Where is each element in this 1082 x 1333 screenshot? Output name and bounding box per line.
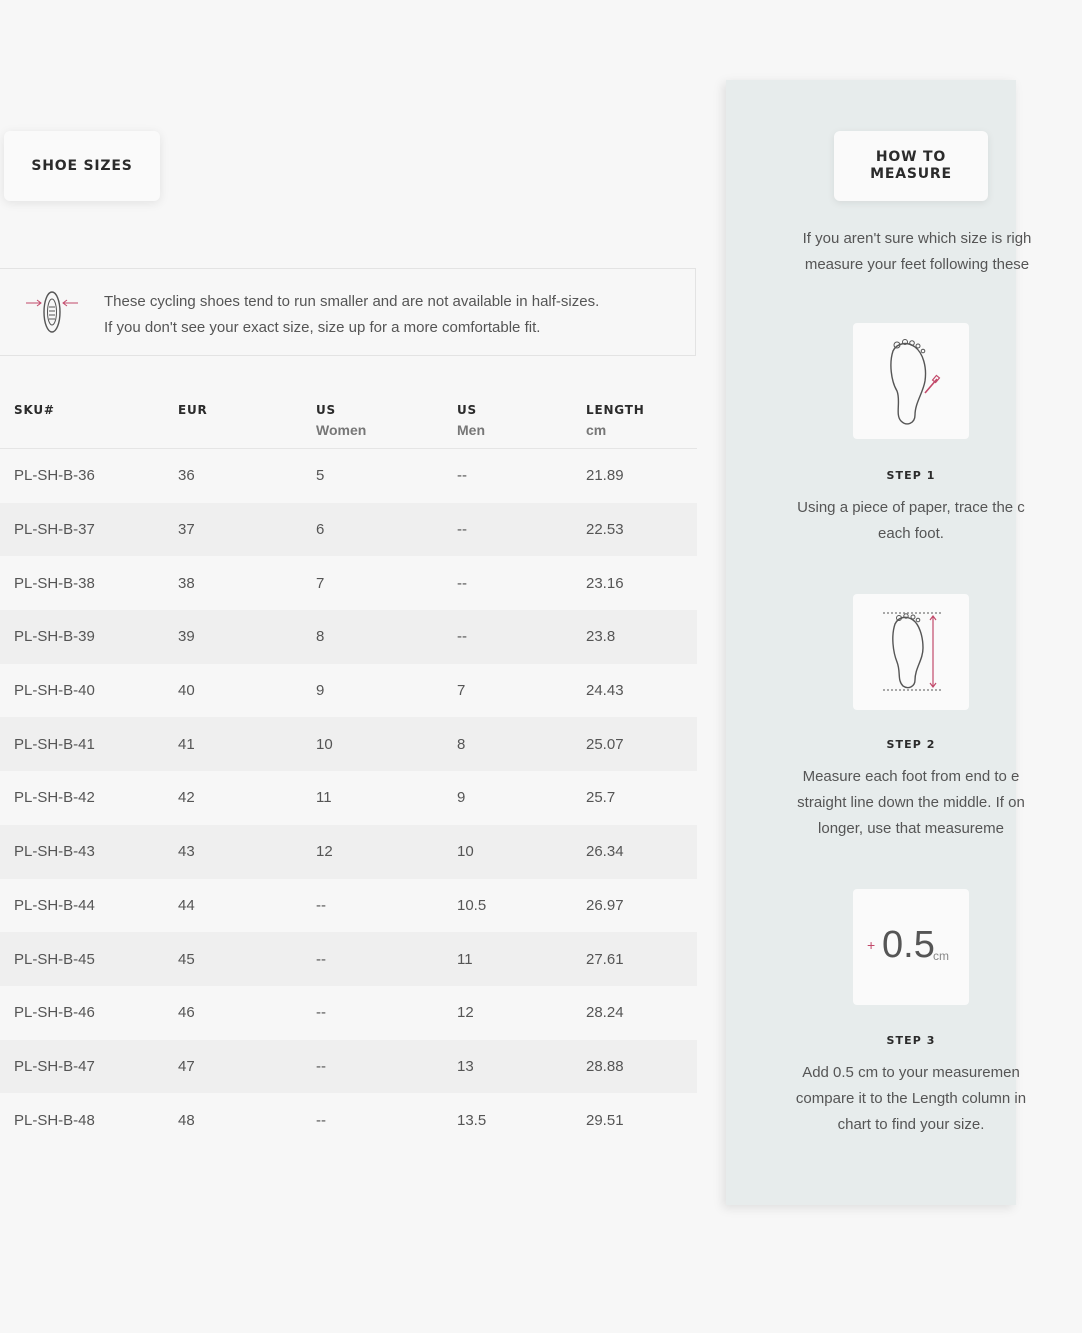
step-3-line-2: compare it to the Length column in <box>795 1090 1027 1107</box>
notice-line-2: If you don't see your exact size, size up for a more comfortable fit. <box>104 319 541 336</box>
fit-notice <box>0 268 696 356</box>
shoe-sizes-title: SHOE SIZES <box>31 158 133 174</box>
notice-line-1: These cycling shoes tend to run smaller and are not available in half-sizes. <box>104 293 600 310</box>
step-1-text <box>740 495 1082 547</box>
how-to-measure-tab[interactable] <box>834 131 988 201</box>
how-to-measure-title-2: MEASURE <box>870 166 952 182</box>
table-row: PL-SH-B-43 43 12 10 26.34 <box>0 825 697 879</box>
table-row: PL-SH-B-47 47 -- 13 28.88 <box>0 1040 697 1094</box>
step-2-text <box>740 764 1082 842</box>
shoe-sizes-tab[interactable] <box>4 131 160 201</box>
step-3-text <box>740 1060 1082 1138</box>
header-us-women: US Women <box>316 392 457 449</box>
step-1-line-2: each foot. <box>878 525 944 542</box>
header-eur: EUR <box>178 392 316 449</box>
table-row: PL-SH-B-42 42 11 9 25.7 <box>14 789 616 807</box>
step-2-label: STEP 2 <box>886 738 936 751</box>
measure-intro <box>752 226 1082 278</box>
table-row: PL-SH-B-39 39 8 -- 23.8 <box>0 610 697 664</box>
table-row: PL-SH-B-44 44 -- 10.5 26.97 <box>14 896 624 914</box>
size-table <box>0 392 697 1147</box>
step-1-label: STEP 1 <box>886 469 936 482</box>
table-row: PL-SH-B-38 38 7 -- 23.16 <box>14 574 624 592</box>
step-2-card <box>853 594 969 710</box>
step-2-line-1: Measure each foot from end to e <box>802 768 1020 785</box>
step-2-line-3: longer, use that measureme <box>818 820 1004 837</box>
header-us-men: US Men <box>457 392 586 449</box>
table-row: PL-SH-B-37 37 6 -- 22.53 <box>0 503 697 557</box>
plus-half-cm-icon <box>853 889 969 1005</box>
how-to-measure-title-1: HOW TO <box>875 149 947 165</box>
step-1-line-1: Using a piece of paper, trace the c <box>797 499 1025 516</box>
shoe-measure-icon <box>24 289 80 339</box>
plus-sign: + <box>867 937 876 953</box>
measure-intro-line-1: If you aren't sure which size is righ <box>802 230 1032 247</box>
foot-length-icon <box>853 594 969 710</box>
step-3-line-1: Add 0.5 cm to your measuremen <box>802 1064 1020 1081</box>
step-3-line-3: chart to find your size. <box>837 1116 985 1133</box>
table-row: PL-SH-B-41 41 10 8 25.07 <box>0 717 697 771</box>
table-row: PL-SH-B-40 40 9 7 24.43 <box>14 682 624 700</box>
step-2-line-2: straight line down the middle. If on <box>797 794 1025 811</box>
table-row: PL-SH-B-36 36 5 -- 21.89 <box>14 467 624 485</box>
table-row: PL-SH-B-46 46 -- 12 28.24 <box>14 1004 624 1022</box>
half-cm-value: 0.5 <box>882 924 935 966</box>
header-sku: SKU# <box>0 392 178 449</box>
table-row: PL-SH-B-45 45 -- 11 27.61 <box>0 932 697 986</box>
how-to-measure-panel <box>726 80 1032 1205</box>
header-length: LENGTH cm <box>586 392 697 449</box>
cm-unit: cm <box>933 949 949 963</box>
table-row: PL-SH-B-48 48 -- 13.5 29.51 <box>14 1111 624 1129</box>
measure-intro-line-2: measure your feet following these <box>804 256 1030 273</box>
notice-text <box>104 289 599 341</box>
size-table-header <box>0 392 697 449</box>
step-1-card <box>853 323 969 439</box>
foot-trace-icon <box>853 323 969 439</box>
step-3-label: STEP 3 <box>886 1034 936 1047</box>
